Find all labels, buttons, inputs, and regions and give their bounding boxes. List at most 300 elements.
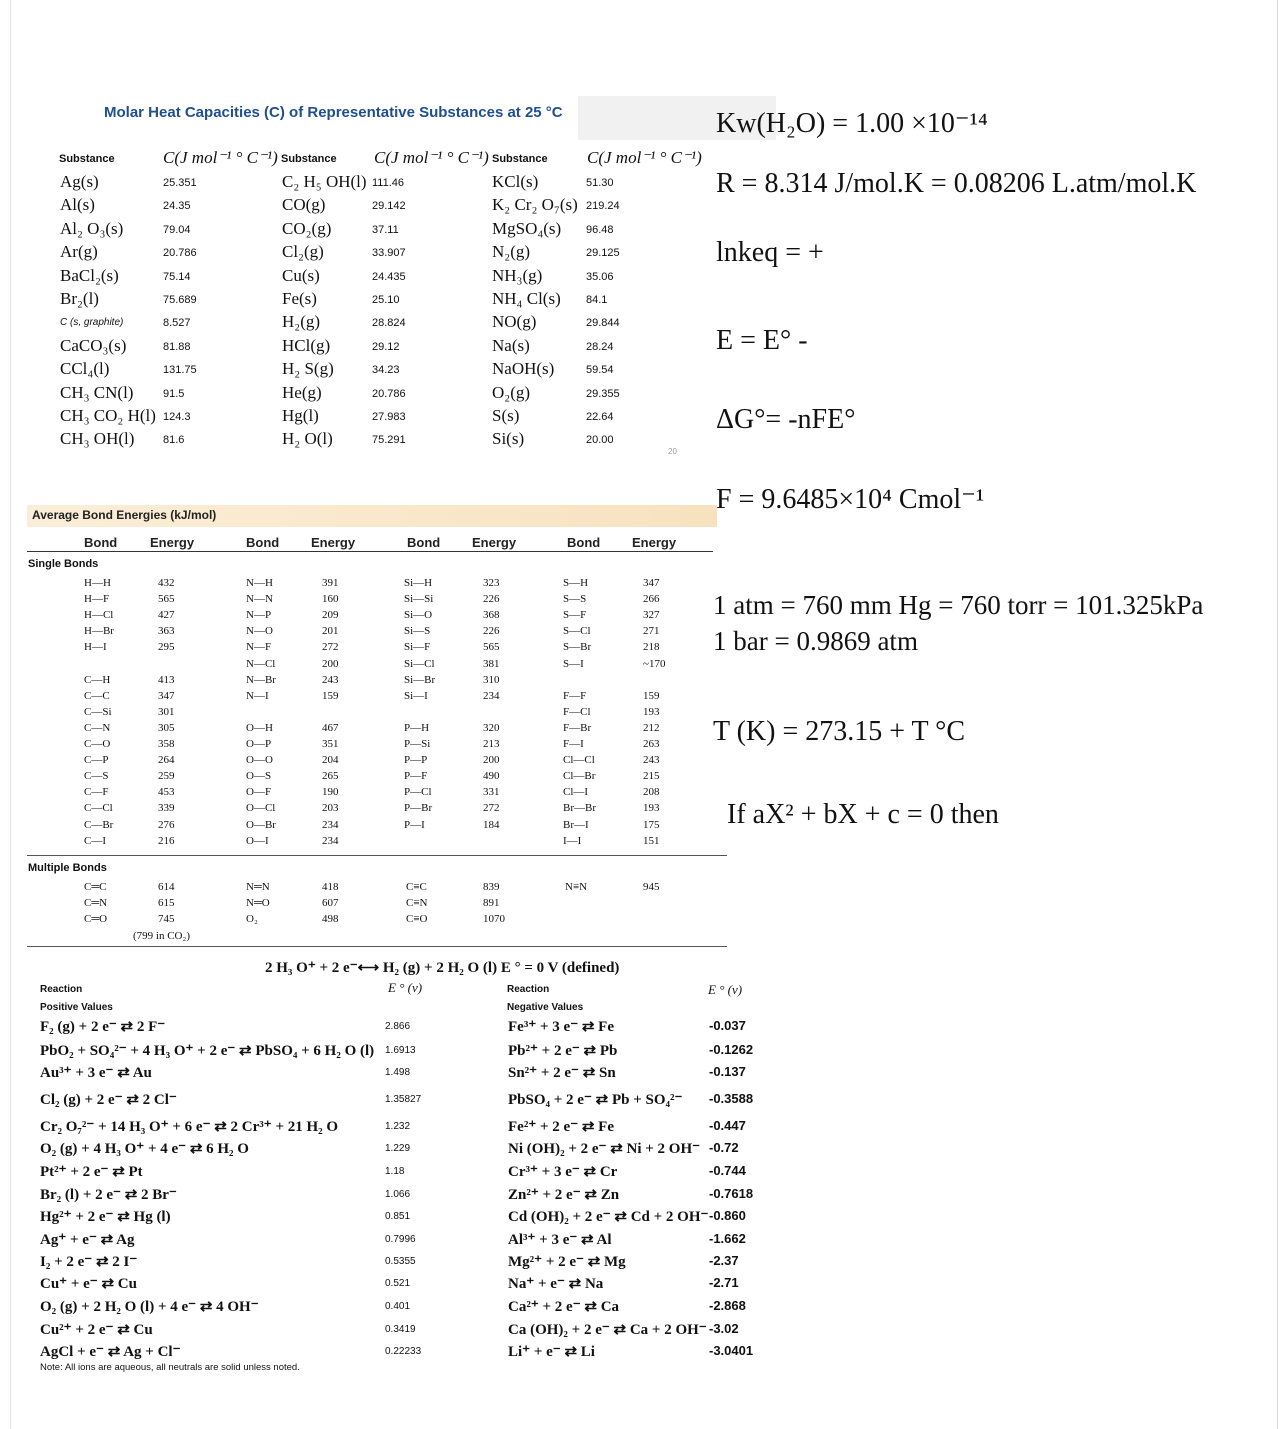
- potential-value: 0.851: [385, 1211, 411, 1222]
- bond-label: P—H: [404, 721, 430, 734]
- bond-label: C—F: [84, 786, 109, 799]
- positive-values-label: Positive Values: [40, 1002, 113, 1013]
- bond-energy-value: 272: [483, 802, 500, 815]
- bond-label: Si—Si: [404, 593, 434, 606]
- bond-label: F—Br: [563, 721, 592, 734]
- bond-energy-value: 208: [643, 786, 660, 799]
- substance-name: NH₃(g): [492, 265, 543, 285]
- potential-value: 2.866: [385, 1021, 411, 1032]
- heat-capacity-value: 75.14: [163, 270, 191, 283]
- half-reaction: Pt²⁺ + 2 e⁻ ⇄ Pt: [40, 1164, 143, 1180]
- bond-label: O—O: [246, 754, 273, 767]
- heat-capacity-value: 131.75: [163, 364, 197, 377]
- substance-name: H₂ S(g): [282, 359, 334, 379]
- bond-label: C≡O: [406, 913, 428, 925]
- substance-name: Cl₂(g): [282, 242, 324, 262]
- bond-energy-value: 160: [322, 593, 339, 606]
- half-reaction: Pb²⁺ + 2 e⁻ ⇄ Pb: [508, 1043, 618, 1059]
- bond-energy-value: 159: [322, 689, 339, 702]
- bond-label: Si—O: [404, 609, 433, 622]
- potential-value: -0.447: [709, 1118, 746, 1133]
- nernst-equation: E = E° -: [716, 325, 808, 356]
- heat-capacity-value: 35.06: [586, 270, 614, 283]
- bond-label: P—Br: [404, 802, 433, 815]
- potential-value: 1.498: [385, 1067, 411, 1078]
- bond-label: C—Br: [84, 818, 114, 831]
- bond-energy-value: 351: [322, 738, 339, 750]
- heat-capacity-unit-header: C(J mol⁻¹ ° C⁻¹): [374, 148, 489, 167]
- single-bonds-end-rule: [27, 855, 727, 856]
- bond-label: N—N: [246, 593, 273, 606]
- bond-label: C═N: [84, 897, 108, 909]
- heat-capacity-value: 111.46: [372, 177, 405, 189]
- potential-value: -0.3588: [709, 1091, 754, 1106]
- bond-label: P—I: [404, 818, 425, 831]
- substance-header: Substance: [59, 153, 115, 165]
- heat-capacity-value: 79.04: [163, 223, 191, 236]
- bond-label: S—Br: [563, 641, 592, 654]
- bond-label: S—S: [563, 593, 587, 606]
- half-reaction: Li⁺ + e⁻ ⇄ Li: [508, 1344, 595, 1360]
- bond-energy-value: 327: [643, 609, 660, 622]
- bond-label: H—Br: [84, 625, 114, 638]
- page-number: 20: [668, 447, 677, 456]
- bond-energy-value: 945: [643, 881, 660, 893]
- heat-capacity-value: 59.54: [586, 364, 614, 377]
- heat-capacity-value: 81.88: [163, 340, 191, 353]
- bond-label: P—P: [404, 754, 428, 767]
- potential-value: -2.868: [709, 1298, 746, 1313]
- potential-value: -0.744: [709, 1163, 746, 1178]
- bond-energy-value: 301: [158, 705, 175, 718]
- e-header-right: E ° (v): [708, 982, 743, 997]
- substance-name: K₂ Cr₂ O₇(s): [492, 195, 578, 215]
- gibbs-equation: ΔG°= -nFE°: [716, 404, 856, 435]
- bond-label: Cl—Cl: [563, 754, 595, 767]
- bond-label: O—Cl: [246, 802, 276, 815]
- kw-equation: Kw(H₂O) = 1.00 ×10⁻¹⁴: [716, 108, 988, 139]
- bond-label: N═O: [246, 897, 270, 909]
- bond-header-rule: [27, 551, 713, 552]
- bond-energy-value: ~170: [643, 657, 666, 670]
- half-reaction: Cr³⁺ + 3 e⁻ ⇄ Cr: [508, 1164, 618, 1180]
- substance-name: NO(g): [492, 312, 537, 332]
- potential-value: -3.0401: [709, 1343, 754, 1358]
- bond-energy-value: 295: [158, 641, 175, 654]
- heat-capacity-value: 24.35: [163, 200, 191, 213]
- heat-capacity-unit-header: C(J mol⁻¹ ° C⁻¹): [163, 148, 278, 167]
- bond-energy-value: 151: [643, 834, 660, 847]
- bond-energy-value: 891: [483, 897, 500, 909]
- bond-energy-value: 234: [483, 689, 500, 702]
- bond-energy-value: 234: [322, 834, 339, 847]
- bond-label: C—C: [84, 689, 110, 702]
- bond-label: N—Br: [246, 673, 276, 686]
- heat-capacity-value: 28.24: [586, 340, 614, 353]
- quadratic-equation: If aX² + bX + c = 0 then: [727, 799, 999, 830]
- substance-name: Fe(s): [282, 289, 317, 308]
- bond-energy-value: 265: [322, 770, 339, 783]
- half-reaction: Mg²⁺ + 2 e⁻ ⇄ Mg: [508, 1254, 626, 1270]
- bond-label: C—O: [84, 738, 111, 750]
- bond-label: N—F: [246, 641, 272, 654]
- bond-energy-value: 839: [483, 881, 500, 893]
- half-reaction: I₂ + 2 e⁻ ⇄ 2 I⁻: [40, 1254, 138, 1270]
- substance-name: He(g): [282, 382, 322, 402]
- heat-capacity-value: 219.24: [586, 200, 620, 213]
- bond-label: Si—Cl: [404, 657, 435, 670]
- bond-energy-value: 381: [483, 657, 500, 670]
- multiple-bonds-label: Multiple Bonds: [28, 862, 107, 874]
- bond-energy-value: 218: [643, 641, 660, 654]
- substance-name: C₂ H₅ OH(l): [282, 172, 367, 191]
- bond-energy-value: 323: [483, 577, 500, 589]
- bond-energy-value: 226: [483, 593, 500, 606]
- bond-energy-value: 418: [322, 881, 339, 893]
- half-reaction: Au³⁺ + 3 e⁻ ⇄ Au: [40, 1065, 152, 1081]
- half-reaction: Fe³⁺ + 3 e⁻ ⇄ Fe: [508, 1019, 614, 1035]
- half-reaction: PbO₂ + SO₄²⁻ + 4 H₃ O⁺ + 2 e⁻ ⇄ PbSO₄ + 6 H₂ O (l): [40, 1043, 375, 1059]
- bond-energy-value: 565: [483, 641, 500, 654]
- half-reaction: Cu⁺ + e⁻ ⇄ Cu: [40, 1276, 137, 1292]
- negative-values-label: Negative Values: [507, 1002, 584, 1013]
- bond-energy-value: 391: [322, 577, 339, 589]
- bond-energy-value: 276: [158, 818, 175, 831]
- bond-energy-value: 615: [158, 897, 175, 909]
- heat-capacity-value: 75.689: [163, 294, 197, 306]
- bond-label: O—I: [246, 834, 269, 847]
- bond-label: N—P: [246, 609, 272, 622]
- bond-label: C—S: [84, 770, 109, 783]
- bond-energy-value: 310: [483, 673, 500, 686]
- bond-label: C—Cl: [84, 802, 113, 815]
- bond-label: Si—I: [404, 689, 428, 702]
- half-reaction: Sn²⁺ + 2 e⁻ ⇄ Sn: [508, 1065, 616, 1081]
- energy-column-header: Energy: [632, 535, 677, 550]
- substance-name: CaCO₃(s): [60, 335, 127, 355]
- half-reaction: Zn²⁺ + 2 e⁻ ⇄ Zn: [508, 1187, 620, 1203]
- substance-name: Hg(l): [282, 406, 319, 425]
- faraday-equation: F = 9.6485×10⁴ Cmol⁻¹: [716, 484, 985, 515]
- bond-energy-value: 201: [322, 625, 339, 638]
- half-reaction: Al³⁺ + 3 e⁻ ⇄ Al: [508, 1232, 612, 1248]
- bond-label: Si—H: [404, 577, 433, 589]
- half-reaction: PbSO₄ + 2 e⁻ ⇄ Pb + SO₄²⁻: [508, 1092, 683, 1108]
- potential-value: 1.35827: [385, 1094, 422, 1105]
- heat-capacity-value: 27.983: [372, 411, 406, 423]
- bond-label: C═O: [84, 913, 108, 925]
- potential-value: -0.037: [709, 1018, 746, 1033]
- bond-label: O—S: [246, 770, 272, 783]
- heat-capacity-value: 29.355: [586, 387, 620, 400]
- potential-value: 0.3419: [385, 1324, 416, 1335]
- co2-note: (799 in CO₂): [133, 930, 190, 942]
- single-bonds-label: Single Bonds: [28, 558, 99, 570]
- bond-energy-value: 305: [158, 721, 175, 734]
- substance-name: Ag(s): [60, 172, 99, 191]
- bond-label: N—O: [246, 625, 273, 638]
- substance-name: Cu(s): [282, 265, 320, 285]
- bond-energy-value: 427: [158, 609, 175, 622]
- bond-energy-value: 432: [158, 577, 175, 589]
- substance-name: CH₃ CN(l): [60, 382, 134, 402]
- heat-capacity-value: 81.6: [163, 434, 185, 447]
- heat-capacity-value: 96.48: [586, 223, 614, 236]
- bond-energy-value: 272: [322, 641, 339, 654]
- bond-energy-value: 271: [643, 625, 660, 638]
- bond-energy-value: 209: [322, 609, 339, 622]
- bond-table-title: Average Bond Energies (kJ/mol): [32, 508, 217, 522]
- heat-capacity-value: 29.12: [372, 340, 400, 353]
- heat-capacity-value: 91.5: [163, 387, 185, 400]
- half-reaction: Cl₂ (g) + 2 e⁻ ⇄ 2 Cl⁻: [40, 1092, 177, 1108]
- bond-label: O—H: [246, 721, 273, 734]
- bond-label: Cl—Br: [563, 770, 596, 783]
- bond-energy-value: 204: [322, 754, 339, 767]
- bond-label: N═N: [246, 881, 270, 893]
- heat-capacity-value: 29.844: [586, 317, 620, 330]
- bond-label: Si—Br: [404, 673, 436, 686]
- bond-label: F—Cl: [563, 705, 591, 718]
- bond-label: P—F: [404, 770, 428, 783]
- bond-column-header: Bond: [407, 535, 441, 550]
- bar-conversion: 1 bar = 0.9869 atm: [713, 626, 918, 656]
- bond-label: C≡C: [406, 881, 427, 893]
- substance-name: HCl(g): [282, 335, 331, 355]
- substance-name: CH₃ OH(l): [60, 429, 135, 449]
- bond-energy-value: 339: [158, 802, 175, 815]
- bond-energy-value: 193: [643, 705, 660, 718]
- potential-value: 0.401: [385, 1301, 411, 1312]
- bond-energy-value: 498: [322, 913, 339, 925]
- potential-value: -2.71: [709, 1275, 739, 1290]
- heat-capacity-value: 34.23: [372, 364, 400, 377]
- substance-name: BaCl₂(s): [60, 265, 119, 285]
- bond-energy-value: 607: [322, 897, 339, 909]
- substance-name: H₂ O(l): [282, 429, 333, 449]
- temperature-conversion: T (K) = 273.15 + T °C: [713, 716, 966, 747]
- heat-capacity-value: 24.435: [372, 270, 406, 283]
- bond-energy-value: 203: [322, 802, 339, 815]
- bond-energy-value: 213: [483, 738, 500, 750]
- bond-energy-value: 200: [322, 657, 339, 670]
- half-reaction: Ag⁺ + e⁻ ⇄ Ag: [40, 1232, 135, 1248]
- bond-energy-value: 243: [322, 673, 339, 686]
- bond-energy-value: 184: [483, 818, 500, 831]
- bond-label: N≡N: [565, 881, 588, 893]
- reduction-title: 2 H₃ O⁺ + 2 e⁻⟷ H₂ (g) + 2 H₂ O (l) E ° = 0 V (defined): [265, 960, 620, 976]
- bond-label: H—Cl: [84, 609, 114, 622]
- bond-energy-value: 1070: [483, 913, 505, 925]
- heat-capacity-value: 37.11: [372, 223, 399, 236]
- substance-name: MgSO₄(s): [492, 218, 562, 238]
- bond-label: S—Cl: [563, 625, 591, 638]
- bond-label: Br—Br: [563, 802, 596, 815]
- bond-label: F—I: [563, 738, 584, 750]
- substance-name: NaOH(s): [492, 359, 555, 379]
- bond-energy-value: 190: [322, 786, 339, 799]
- bond-energy-value: 193: [643, 802, 660, 815]
- heat-capacity-unit-header: C(J mol⁻¹ ° C⁻¹): [587, 148, 702, 167]
- bond-label: Si—S: [404, 625, 431, 638]
- substance-name: N₂(g): [492, 242, 531, 262]
- potential-value: -0.72: [709, 1140, 739, 1155]
- potential-value: -0.1262: [709, 1042, 754, 1057]
- bond-label: S—F: [563, 609, 587, 622]
- heat-capacity-value: 20.00: [586, 434, 614, 447]
- potential-value: 1.232: [385, 1121, 411, 1132]
- bond-energy-value: 226: [483, 625, 500, 638]
- bond-energy-value: 453: [158, 786, 175, 799]
- bond-column-header: Bond: [84, 535, 118, 550]
- half-reaction: Hg²⁺ + 2 e⁻ ⇄ Hg (l): [40, 1209, 171, 1225]
- half-reaction: Cu²⁺ + 2 e⁻ ⇄ Cu: [40, 1322, 153, 1338]
- potential-value: 0.5355: [385, 1256, 416, 1267]
- bond-energy-value: 347: [643, 577, 660, 589]
- bond-energy-value: 175: [643, 818, 660, 831]
- bond-energy-value: 565: [158, 593, 175, 606]
- bond-label: O₂: [246, 913, 258, 925]
- heat-capacity-value: 22.64: [586, 411, 614, 423]
- half-reaction: Ca²⁺ + 2 e⁻ ⇄ Ca: [508, 1299, 620, 1315]
- potential-value: 1.18: [385, 1166, 405, 1177]
- substance-name: Na(s): [492, 335, 530, 355]
- bond-label: O—P: [246, 738, 272, 750]
- heat-capacity-value: 8.527: [163, 317, 191, 330]
- bond-energy-value: 216: [158, 834, 175, 847]
- lnk-equation: lnkeq = +: [716, 237, 824, 268]
- bond-energy-value: 467: [322, 721, 339, 734]
- bond-label: H—F: [84, 593, 110, 606]
- heat-capacity-value: 84.1: [586, 294, 608, 306]
- bond-label: C—H: [84, 673, 111, 686]
- half-reaction: Cd (OH)₂ + 2 e⁻ ⇄ Cd + 2 OH⁻: [508, 1209, 709, 1225]
- energy-column-header: Energy: [150, 535, 195, 550]
- heat-capacity-value: 25.10: [372, 294, 400, 306]
- bond-energy-value: 159: [643, 689, 660, 702]
- half-reaction: Br₂ (l) + 2 e⁻ ⇄ 2 Br⁻: [40, 1187, 177, 1203]
- bond-label: Si—F: [404, 641, 431, 654]
- bond-energy-value: 745: [158, 913, 175, 925]
- bond-energy-value: 413: [158, 673, 175, 686]
- energy-column-header: Energy: [472, 535, 517, 550]
- heat-capacity-value: 20.786: [163, 247, 197, 260]
- bond-label: S—I: [563, 657, 584, 670]
- bond-label: H—H: [84, 577, 111, 589]
- substance-name: KCl(s): [492, 172, 539, 191]
- heat-capacity-value: 25.351: [163, 177, 197, 189]
- substance-name: S(s): [492, 406, 520, 425]
- bond-energy-value: 320: [483, 721, 500, 734]
- substance-name: CO₂(g): [282, 218, 332, 238]
- reaction-header-left: Reaction: [40, 984, 83, 995]
- substance-name: NH₄ Cl(s): [492, 289, 561, 308]
- substance-name: Br₂(l): [60, 289, 99, 308]
- substance-name: Ar(g): [60, 242, 98, 262]
- potential-value: -1.662: [709, 1231, 746, 1246]
- half-reaction: O₂ (g) + 2 H₂ O (l) + 4 e⁻ ⇄ 4 OH⁻: [40, 1299, 259, 1315]
- potential-value: 1.229: [385, 1143, 411, 1154]
- bond-energy-value: 264: [158, 754, 175, 767]
- half-reaction: F₂ (g) + 2 e⁻ ⇄ 2 F⁻: [40, 1019, 166, 1035]
- gas-constant-equation: R = 8.314 J/mol.K = 0.08206 L.atm/mol.K: [716, 168, 1197, 199]
- bond-energy-value: 243: [643, 754, 660, 767]
- substance-name: CO(g): [282, 195, 326, 215]
- bond-energy-value: 347: [158, 689, 175, 702]
- bond-energy-value: 234: [322, 818, 339, 831]
- heat-capacity-value: 33.907: [372, 247, 406, 260]
- heat-capacity-value: 29.125: [586, 247, 620, 260]
- bond-label: Cl—I: [563, 786, 589, 799]
- bond-label: F—F: [563, 689, 587, 702]
- substance-name: CH₃ CO₂ H(l): [60, 406, 156, 425]
- heat-capacity-value: 29.142: [372, 200, 406, 213]
- bond-energy-value: 358: [158, 738, 175, 750]
- heat-capacity-value: 51.30: [586, 177, 614, 189]
- potential-value: 0.7996: [385, 1234, 416, 1245]
- bond-energy-value: 363: [158, 625, 175, 638]
- half-reaction: AgCl + e⁻ ⇄ Ag + Cl⁻: [40, 1344, 181, 1360]
- bond-label: C—N: [84, 721, 111, 734]
- bond-energy-value: 614: [158, 881, 175, 893]
- half-reaction: Cr₂ O₇²⁻ + 14 H₃ O⁺ + 6 e⁻ ⇄ 2 Cr³⁺ + 21 H₂ O: [40, 1119, 339, 1135]
- bond-label: C—P: [84, 754, 109, 767]
- bond-column-header: Bond: [246, 535, 280, 550]
- bond-label: H—I: [84, 641, 107, 654]
- substance-name: O₂(g): [492, 382, 531, 402]
- e-header-left: E ° (v): [388, 980, 423, 995]
- potential-value: -0.7618: [709, 1186, 754, 1201]
- bond-label: C—I: [84, 834, 106, 847]
- substance-name: H₂(g): [282, 312, 321, 332]
- bond-label: C≡N: [406, 897, 428, 909]
- potential-value: 1.6913: [385, 1045, 416, 1056]
- half-reaction: Ca (OH)₂ + 2 e⁻ ⇄ Ca + 2 OH⁻: [508, 1322, 707, 1338]
- bond-label: O—Br: [246, 818, 276, 831]
- energy-column-header: Energy: [311, 535, 356, 550]
- potential-value: -2.37: [709, 1253, 739, 1268]
- bond-label: C═C: [84, 881, 107, 893]
- heat-table-title: Molar Heat Capacities (C) of Representative Substances at 25 °C: [104, 104, 563, 121]
- half-reaction: Ni (OH)₂ + 2 e⁻ ⇄ Ni + 2 OH⁻: [508, 1141, 701, 1157]
- substance-header: Substance: [281, 153, 337, 165]
- bond-energy-value: 368: [483, 609, 500, 622]
- bond-label: I—I: [563, 834, 582, 847]
- bond-label: C—Si: [84, 705, 112, 718]
- bond-energy-value: 200: [483, 754, 500, 767]
- heat-capacity-value: 20.786: [372, 387, 406, 400]
- potential-value: 1.066: [385, 1189, 411, 1200]
- bond-label: O—F: [246, 786, 272, 799]
- bond-label: Br—I: [563, 818, 589, 831]
- bond-energy-value: 263: [643, 738, 660, 750]
- potential-value: 0.521: [385, 1278, 411, 1289]
- bond-label: P—Cl: [404, 786, 432, 799]
- heat-capacity-value: 28.824: [372, 317, 406, 330]
- bond-energy-value: 215: [643, 770, 660, 783]
- reduction-note: Note: All ions are aqueous, all neutrals are solid unless noted.: [40, 1362, 300, 1373]
- bond-label: P—Si: [404, 738, 431, 750]
- bond-label: N—I: [246, 689, 269, 702]
- reaction-header-right: Reaction: [507, 984, 550, 995]
- substance-name: Si(s): [492, 429, 525, 449]
- atm-conversion: 1 atm = 760 mm Hg = 760 torr = 101.325kPa: [713, 590, 1204, 620]
- bond-column-header: Bond: [567, 535, 601, 550]
- half-reaction: O₂ (g) + 4 H₃ O⁺ + 4 e⁻ ⇄ 6 H₂ O: [40, 1141, 249, 1157]
- bond-energy-value: 212: [643, 721, 660, 734]
- half-reaction: Na⁺ + e⁻ ⇄ Na: [508, 1276, 604, 1292]
- potential-value: -0.860: [709, 1208, 746, 1223]
